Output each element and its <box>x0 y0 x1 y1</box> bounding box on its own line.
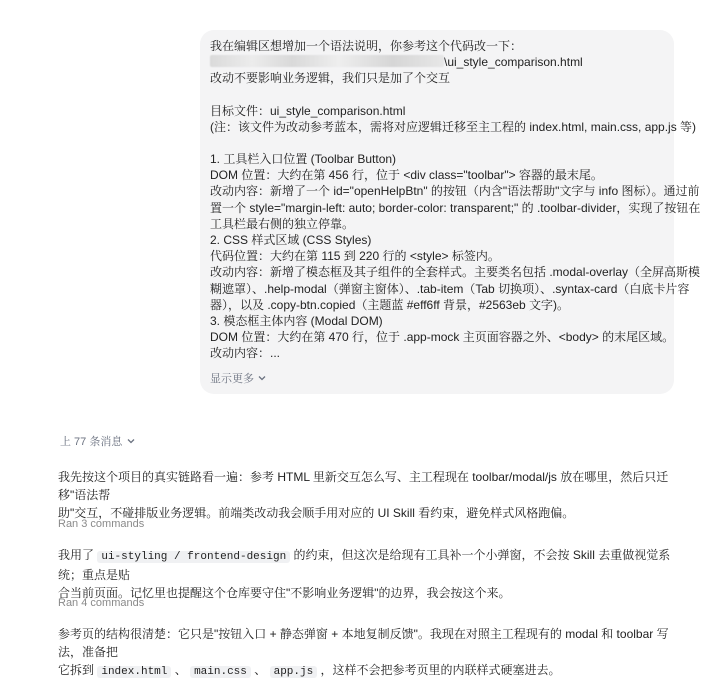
paragraph-line <box>58 546 678 584</box>
paragraph-line: 助"交互，不碰排版业务逻辑。前端类改动我会顺手用对应的 UI Skill 看约束，避免样式风格跑偏。 <box>58 506 575 520</box>
section-title: 3. 模态框主体内容 (Modal DOM) <box>210 314 383 329</box>
show-more-button[interactable] <box>210 370 267 386</box>
file-path-suffix: \ui_style_comparison.html <box>444 55 583 70</box>
earlier-messages-toggle[interactable] <box>60 433 136 449</box>
paragraph-line: 合当前页面。记忆里也提醒这个仓库要守住"不影响业务逻辑"的边界，我会按这个来。 <box>58 586 511 600</box>
paragraph-line: 我先按这个项目的真实链路看一遍：参考 HTML 里新交互怎么写、主工程现在 toolbar/modal/js 放在哪里，然后只迁移"语法帮 <box>58 470 669 502</box>
target-file: 目标文件：ui_style_comparison.html <box>210 103 406 118</box>
earlier-messages-label: 上 77 条消息 <box>60 436 123 448</box>
section-text: 改动内容：... <box>210 346 281 361</box>
section-text: 改动内容：新增了一个 id="openHelpBtn" 的按钮（内含"语法帮助"文字与 info 图标）。通过前 <box>210 184 700 199</box>
section-text: 置一个 style="margin-left: auto; border-color: transparent;" 的 .toolbar-divider，实现了按钮在 <box>210 200 701 215</box>
section-text: 改动内容：新增了模态框及其子组件的全套样式。主要类名包括 .modal-overlay（全屏高斯模 <box>210 265 701 280</box>
section-text: 工具栏最右侧的独立停靠。 <box>210 216 355 231</box>
text-segment: 我用了 <box>58 548 95 562</box>
paragraph-line: 参考页的结构很清楚：它只是"按钮入口 + 静态弹窗 + 本地复制反馈"。我现在对照主工程现有的 modal 和 toolbar 写法，准备把 <box>58 627 669 659</box>
message-text: 我在编辑区想增加一个语法说明，你参考这个代码改一下： <box>210 39 523 53</box>
section-title: 1. 工具栏入口位置 (Toolbar Button) <box>210 152 397 167</box>
section-text: 器），以及 .copy-btn.copied（主题蓝 #eff6ff 背景，#2563eb 文字)。 <box>210 297 570 312</box>
text-segment: 、 <box>174 663 187 677</box>
chevron-down-icon <box>257 373 267 383</box>
inline-code: app.js <box>270 666 318 678</box>
redacted-path <box>210 55 444 67</box>
show-more-label: 显示更多 <box>210 373 254 385</box>
section-text: DOM 位置：大约在第 470 行，位于 .app-mock 主页面容器之外、<body> 的末尾区域。 <box>210 330 675 345</box>
ran-commands-toggle[interactable]: Ran 3 commands <box>58 518 145 530</box>
user-message-bubble <box>200 30 701 394</box>
section-text: DOM 位置：大约在第 456 行，位于 <div class="toolbar"> 容器的最末尾。 <box>210 168 603 183</box>
inline-code: ui-styling / frontend-design <box>97 551 290 563</box>
assistant-paragraph <box>58 625 678 681</box>
assistant-paragraph <box>58 468 678 522</box>
note-text: (注：该文件为改动参考蓝本，需将对应逻辑迁移至主工程的 index.html, main.css, app.js 等) <box>210 119 697 134</box>
paragraph-line <box>58 661 678 681</box>
assistant-paragraph <box>58 546 678 602</box>
section-title: 2. CSS 样式区域 (CSS Styles) <box>210 233 372 248</box>
text-segment: ，这样不会把参考页里的内联样式硬塞进去。 <box>320 663 561 677</box>
inline-code: main.css <box>190 666 251 678</box>
ran-commands-toggle[interactable]: Ran 4 commands <box>58 597 145 609</box>
chevron-down-icon <box>126 436 136 446</box>
text-segment: 它拆到 <box>58 663 95 677</box>
section-text: 代码位置：大约在第 115 到 220 行的 <style> 标签内。 <box>210 249 500 264</box>
file-path <box>210 54 664 70</box>
inline-code: index.html <box>97 666 171 678</box>
text-segment: 的约束，但这次是给现有工具补一个小弹窗，不会按 Skill 去重做视觉系统；重点是贴 <box>58 548 671 582</box>
message-text: 改动不要影响业务逻辑，我们只是加了个交互 <box>210 71 451 86</box>
section-text: 糊遮罩）、.help-modal（弹窗主窗体）、.tab-item（Tab 切换项）、.syntax-card（白底卡片容 <box>210 281 690 296</box>
text-segment: 、 <box>254 663 267 677</box>
